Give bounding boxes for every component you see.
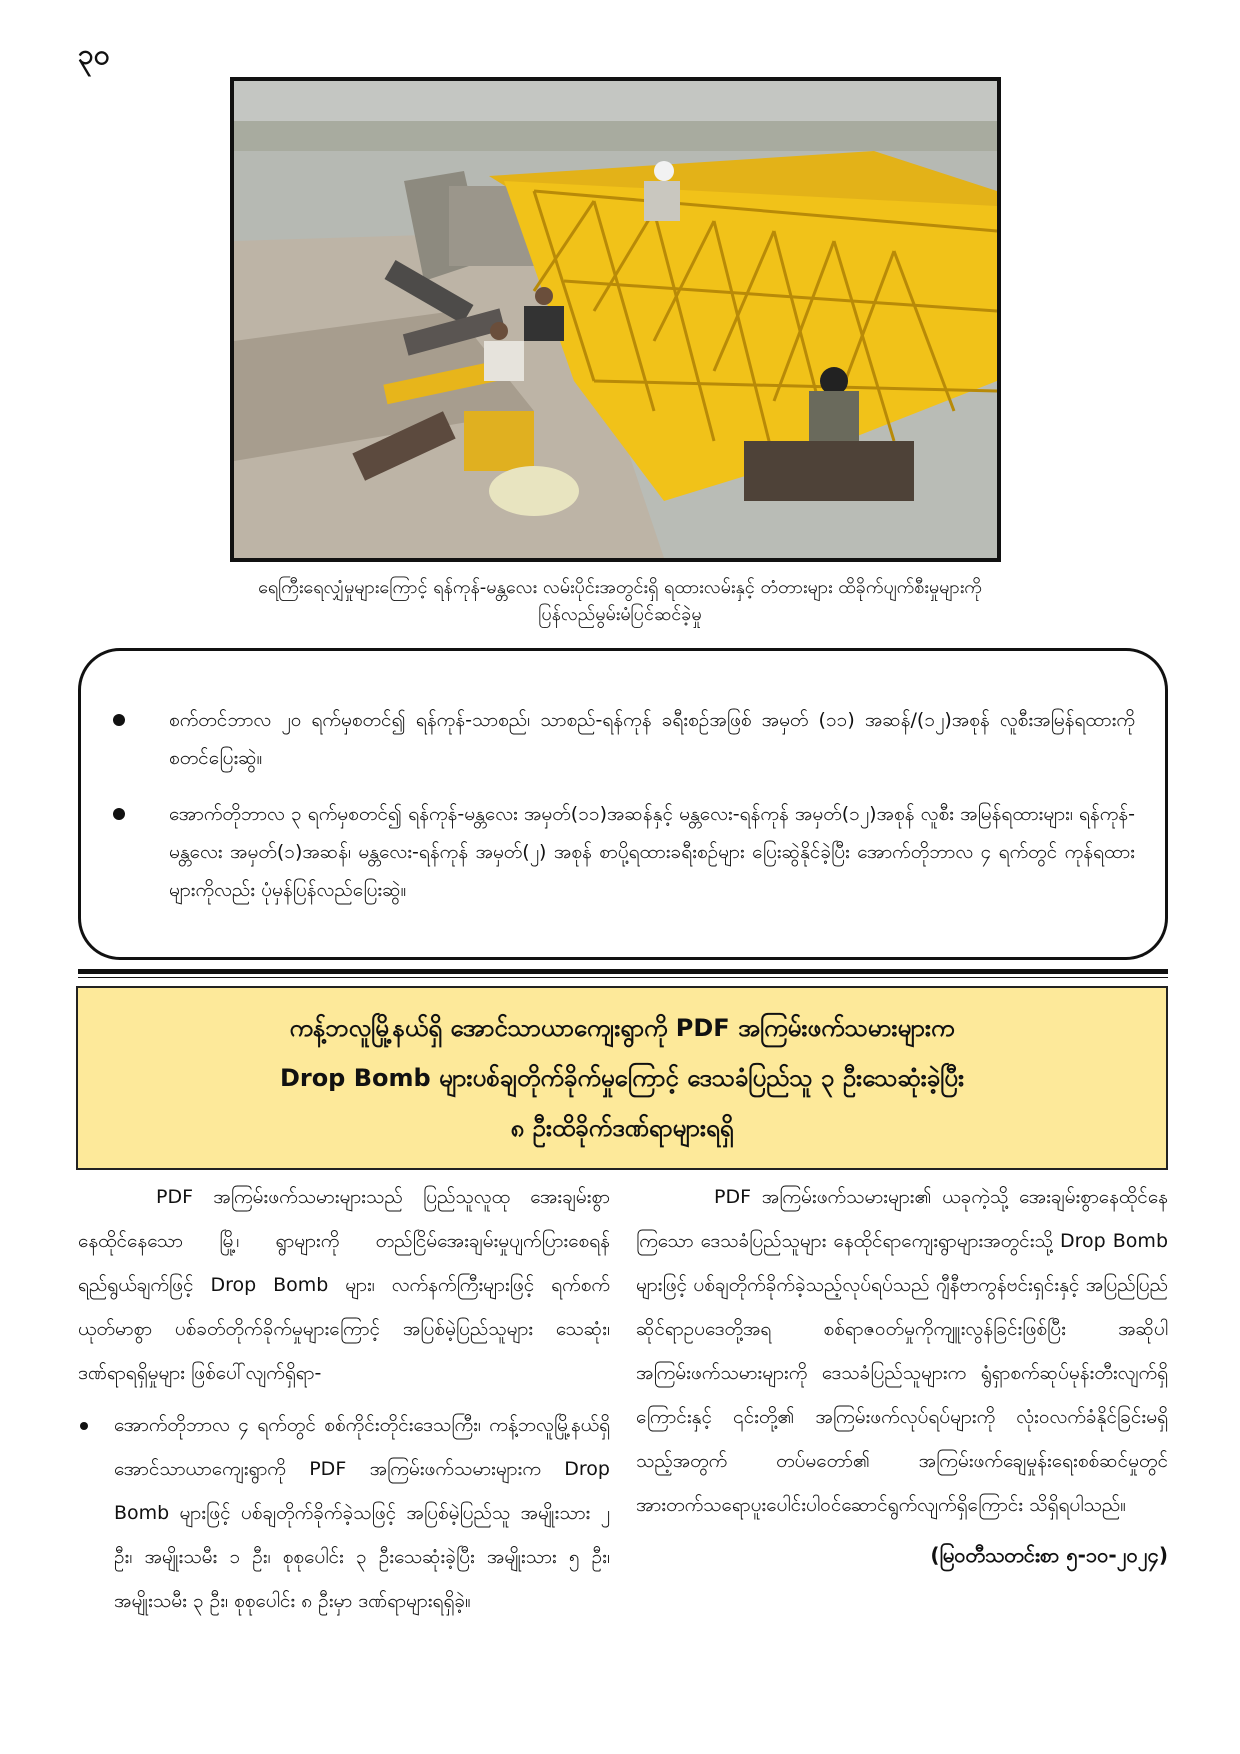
article-right-column [636, 1175, 1168, 1577]
article-bullet-text: အောက်တိုဘာလ ၄ ရက်တွင် စစ်ကိုင်းတိုင်းဒေသကြီး၊ ကန့်ဘလူမြို့နယ်ရှိ အောင်သာယာကျေးရွာကို PDF အကြမ်းဖက်သမားများက Drop Bomb များဖြင့် ပစ်ချတိုက်ခိုက်ခဲ့သဖြင့် အပြစ်မဲ့ပြည်သူ အမျိုးသား ၂ ဦး၊ အမျိုးသမီး ၁ ဦး၊ စုစုပေါင်း ၃ ဦးသေဆုံးခဲ့ပြီး အမျိုးသား ၅ ဦး၊ အမျိုးသမီး ၃ ဦး၊ စုစုပေါင်း ၈ ဦးမှာ ဒဏ်ရာများရရှိခဲ့။ [114, 1414, 610, 1612]
article-left-column [78, 1175, 610, 1623]
bullet-icon [80, 1422, 88, 1430]
bullet-icon [113, 714, 125, 726]
page-number: ၃၀ [78, 38, 110, 71]
caption-line-1: ရေကြီးရေလျှံမှုများကြောင့် ရန်ကုန်-မန္တလေး လမ်းပိုင်းအတွင်းရှိ ရထားလမ်းနှင့် တံတားများ ထိခိုက်ပျက်စီးမှုများကို [258, 577, 982, 598]
headline-line-2: Drop Bomb များပစ်ချတိုက်ခိုက်မှုကြောင့် ဒေသခံပြည်သူ ၃ ဦးသေဆုံးခဲ့ပြီး [279, 1064, 965, 1092]
article-body: PDF အကြမ်းဖက်သမားများ၏ ယခုကဲ့သို့ အေးချမ်းစွာနေထိုင်နေကြသော ဒေသခံပြည်သူများ နေထိုင်ရာကျေးရွာများအတွင်းသို့ Drop Bomb များဖြင့် ပစ်ချတိုက်ခိုက်ခဲ့သည့်လုပ်ရပ်သည် ဂျီနီဗာကွန်ဗင်းရှင်းနှင့် အပြည်ပြည်ဆိုင်ရာဥပဒေတို့အရ စစ်ရာဇဝတ်မှုကိုကျူးလွန်ခြင်းဖြစ်ပြီး အဆိုပါအကြမ်းဖက်သမားများကို ဒေသခံပြည်သူများက ရွံရှာစက်ဆုပ်မုန်းတီးလျက်ရှိကြောင်းနှင့် ၎င်းတို့၏ အကြမ်းဖက်လုပ်ရပ်များကို လုံးဝလက်ခံနိုင်ခြင်းမရှိသည့်အတွက် တပ်မတော်၏ အကြမ်းဖက်ချေမှုန်းရေးစစ်ဆင်မှုတွင် အားတက်သရောပူးပေါင်းပါဝင်ဆောင်ရွက်လျက်ရှိကြောင်း သိရှိရပါသည်။ [636, 1186, 1168, 1516]
section-divider [78, 969, 1168, 974]
summary-bullet-text: စက်တင်ဘာလ ၂၀ ရက်မှစတင်၍ ရန်ကုန်-သာစည်၊ သာစည်-ရန်ကုန် ခရီးစဉ်အဖြစ် အမှတ် (၁၁) အဆန်/(၁၂)အစုန် လူစီးအမြန်ရထားကို စတင်ပြေးဆွဲ။ [169, 709, 1135, 769]
photo-illustration [234, 81, 997, 558]
summary-bullet-text: အောက်တိုဘာလ ၃ ရက်မှစတင်၍ ရန်ကုန်-မန္တလေး အမှတ်(၁၁)အဆန်နှင့် မန္တလေး-ရန်ကုန် အမှတ်(၁၂)အစုန် လူစီး အမြန်ရထားများ၊ ရန်ကုန်-မန္တလေး အမှတ်(၁)အဆန်၊ မန္တလေး-ရန်ကုန် အမှတ်(၂) အစုန် စာပို့ရထားခရီးစဉ်များ ပြေးဆွဲနိုင်ခဲ့ပြီး အောက်တိုဘာလ ၄ ရက်တွင် ကုန်ရထားများကိုလည်း ပုံမှန်ပြန်လည်ပြေးဆွဲ။ [169, 803, 1135, 901]
section-divider-thin [78, 977, 1168, 978]
bridge-construction-photo [230, 77, 1001, 562]
bullet-icon [113, 808, 125, 820]
photo-caption [130, 574, 1110, 628]
headline-line-3: ၈ ဦးထိခိုက်ဒဏ်ရာများရရှိ [510, 1114, 734, 1142]
headline-box [76, 986, 1168, 1170]
article-intro: PDF အကြမ်းဖက်သမားများသည် ပြည်သူလူထု အေးချမ်းစွာနေထိုင်နေသော မြို့၊ ရွာများကို တည်ငြိမ်အေးချမ်းမှုပျက်ပြားစေရန်ရည်ရွယ်ချက်ဖြင့် Drop Bomb များ၊ လက်နက်ကြီးများဖြင့် ရက်စက်ယုတ်မာစွာ ပစ်ခတ်တိုက်ခိုက်မှုများကြောင့် အပြစ်မဲ့ပြည်သူများ သေဆုံး၊ ဒဏ်ရာရရှိမှုများ ဖြစ်ပေါ်လျက်ရှိရာ- [78, 1186, 610, 1384]
article-bullet [78, 1403, 610, 1623]
article-source: (မြဝတီသတင်းစာ ၅-၁၀-၂၀၂၄) [930, 1543, 1168, 1567]
summary-bullet [111, 795, 1135, 909]
summary-box [78, 648, 1168, 960]
summary-bullet [111, 701, 1135, 777]
caption-line-2: ပြန်လည်မွမ်းမံပြင်ဆင်ခဲ့မှု [538, 604, 702, 625]
headline-line-1: ကန့်ဘလူမြို့နယ်ရှိ အောင်သာယာကျေးရွာကို PDF အကြမ်းဖက်သမားများက [289, 1014, 955, 1042]
